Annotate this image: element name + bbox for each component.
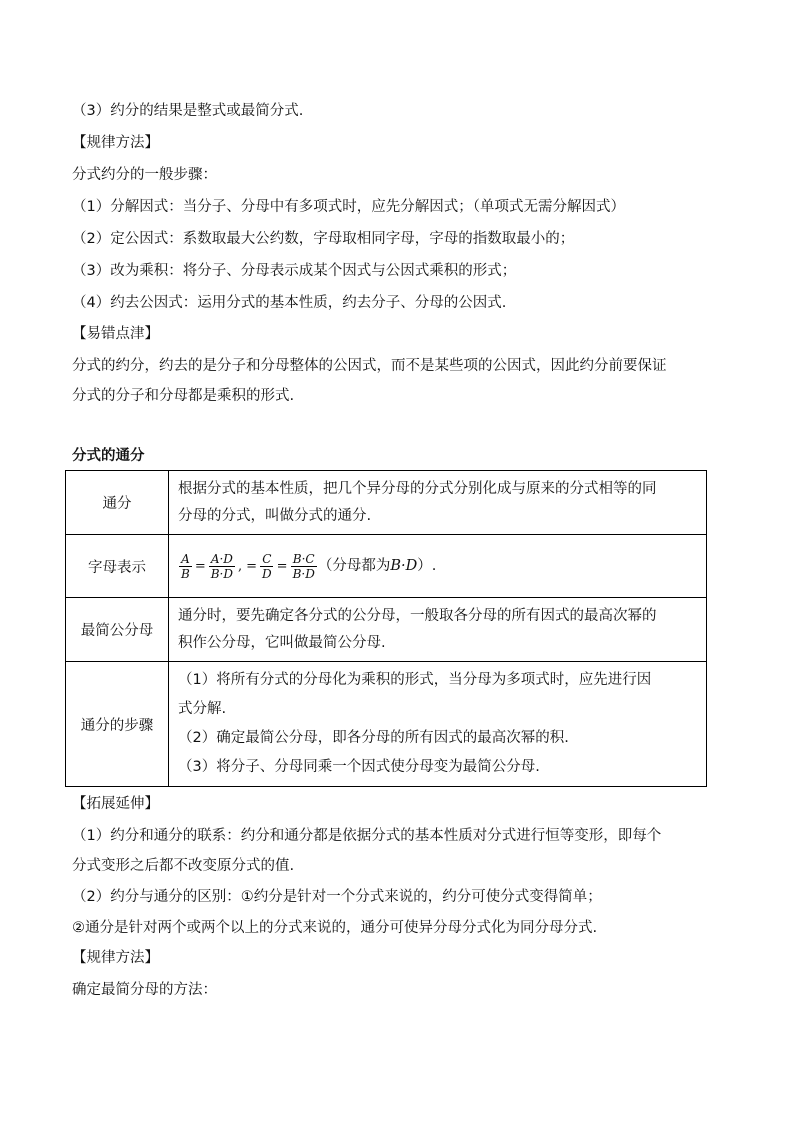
extend-heading: 【拓展延伸】	[72, 796, 159, 812]
denominator: D	[262, 566, 272, 581]
table-value-line: （2）确定最简公分母，即各分母的所有因式的最高次幂的积.	[178, 730, 569, 746]
numerator: C	[262, 551, 272, 566]
table-key: 通分的步骤	[66, 662, 169, 787]
method-heading: 【规律方法】	[72, 135, 159, 151]
table-row	[66, 535, 707, 598]
table-key: 最简公分母	[66, 598, 169, 662]
table-value-line: 通分时，要先确定各分式的公分母，一般取各分母的所有因式的最高次幂的	[178, 607, 657, 624]
note-var: B·D	[390, 557, 418, 574]
table-value	[169, 662, 707, 787]
definition-table	[65, 470, 707, 787]
comma: ,	[238, 558, 243, 574]
denominator: B·D	[292, 566, 315, 581]
fraction	[209, 552, 235, 581]
table-key: 通分	[66, 471, 169, 535]
section-heading: 分式的通分	[72, 448, 145, 464]
denominator: B	[181, 566, 190, 581]
text-line: 分式的分子和分母都是乘积的形式.	[72, 388, 295, 404]
fraction	[291, 552, 317, 581]
formula-cell	[169, 535, 707, 598]
text-line: 确定最简分母的方法：	[72, 982, 217, 998]
fraction	[260, 552, 274, 581]
table-row	[66, 471, 707, 535]
text-line: 分式的约分，约去的是分子和分母整体的公因式，而不是某些项的公因式，因此约分前要保证	[72, 358, 667, 374]
formula-note	[318, 558, 437, 574]
text-line: （3）约分的结果是整式或最简分式.	[72, 103, 304, 119]
text-line: 分式变形之后都不改变原分式的值.	[72, 858, 295, 874]
step-item: （3）改为乘积：将分子、分母表示成某个因式与公因式乘积的形式；	[72, 263, 517, 279]
table-value-line: 积作公分母，它叫做最简公分母.	[178, 634, 386, 651]
numerator: A·D	[210, 551, 233, 566]
table-row	[66, 598, 707, 662]
numerator: B·C	[292, 551, 315, 566]
denominator: B·D	[210, 566, 233, 581]
table-value-line: 根据分式的基本性质，把几个异分母的分式分别化成与原来的分式相等的同	[178, 480, 657, 497]
text-line: ②通分是针对两个或两个以上的分式来说的，通分可使异分母分式化为同分母分式.	[72, 920, 598, 936]
step-item: （2）定公因式：系数取最大公约数，字母取相同字母，字母的指数取最小的；	[72, 231, 575, 247]
table-value-line: 分母的分式，叫做分式的通分.	[178, 507, 372, 524]
text-line: （1）约分和通分的联系：约分和通分都是依据分式的基本性质对分式进行恒等变形，即每个	[72, 828, 662, 844]
note-prefix: （分母都为	[317, 557, 391, 574]
table-value-line: （1）将所有分式的分母化为乘积的形式，当分母为多项式时，应先进行因	[178, 672, 652, 688]
text-line: 分式约分的一般步骤：	[72, 167, 217, 183]
text-line: （2）约分与通分的区别：①约分是针对一个分式来说的，约分可使分式变得简单；	[72, 889, 602, 905]
equals-sign: =	[276, 558, 288, 574]
numerator: A	[181, 551, 190, 566]
table-key: 字母表示	[66, 535, 169, 598]
equals-sign: =	[246, 558, 258, 574]
step-item: （4）约去公因式：运用分式的基本性质，约去分子、分母的公因式.	[72, 295, 507, 311]
table-row	[66, 662, 707, 787]
table-value-line: 式分解.	[178, 701, 227, 717]
step-item: （1）分解因式：当分子、分母中有多项式时，应先分解因式；（单项式无需分解因式）	[72, 199, 625, 215]
error-heading: 【易错点津】	[72, 326, 159, 342]
note-suffix: ）.	[417, 557, 437, 574]
equals-sign: =	[194, 558, 206, 574]
table-value	[169, 471, 707, 535]
table-value	[169, 598, 707, 662]
method-heading: 【规律方法】	[72, 950, 159, 966]
table-value-line: （3）将分子、分母同乘一个因式使分母变为最简公分母.	[178, 759, 540, 775]
fraction	[179, 552, 192, 581]
